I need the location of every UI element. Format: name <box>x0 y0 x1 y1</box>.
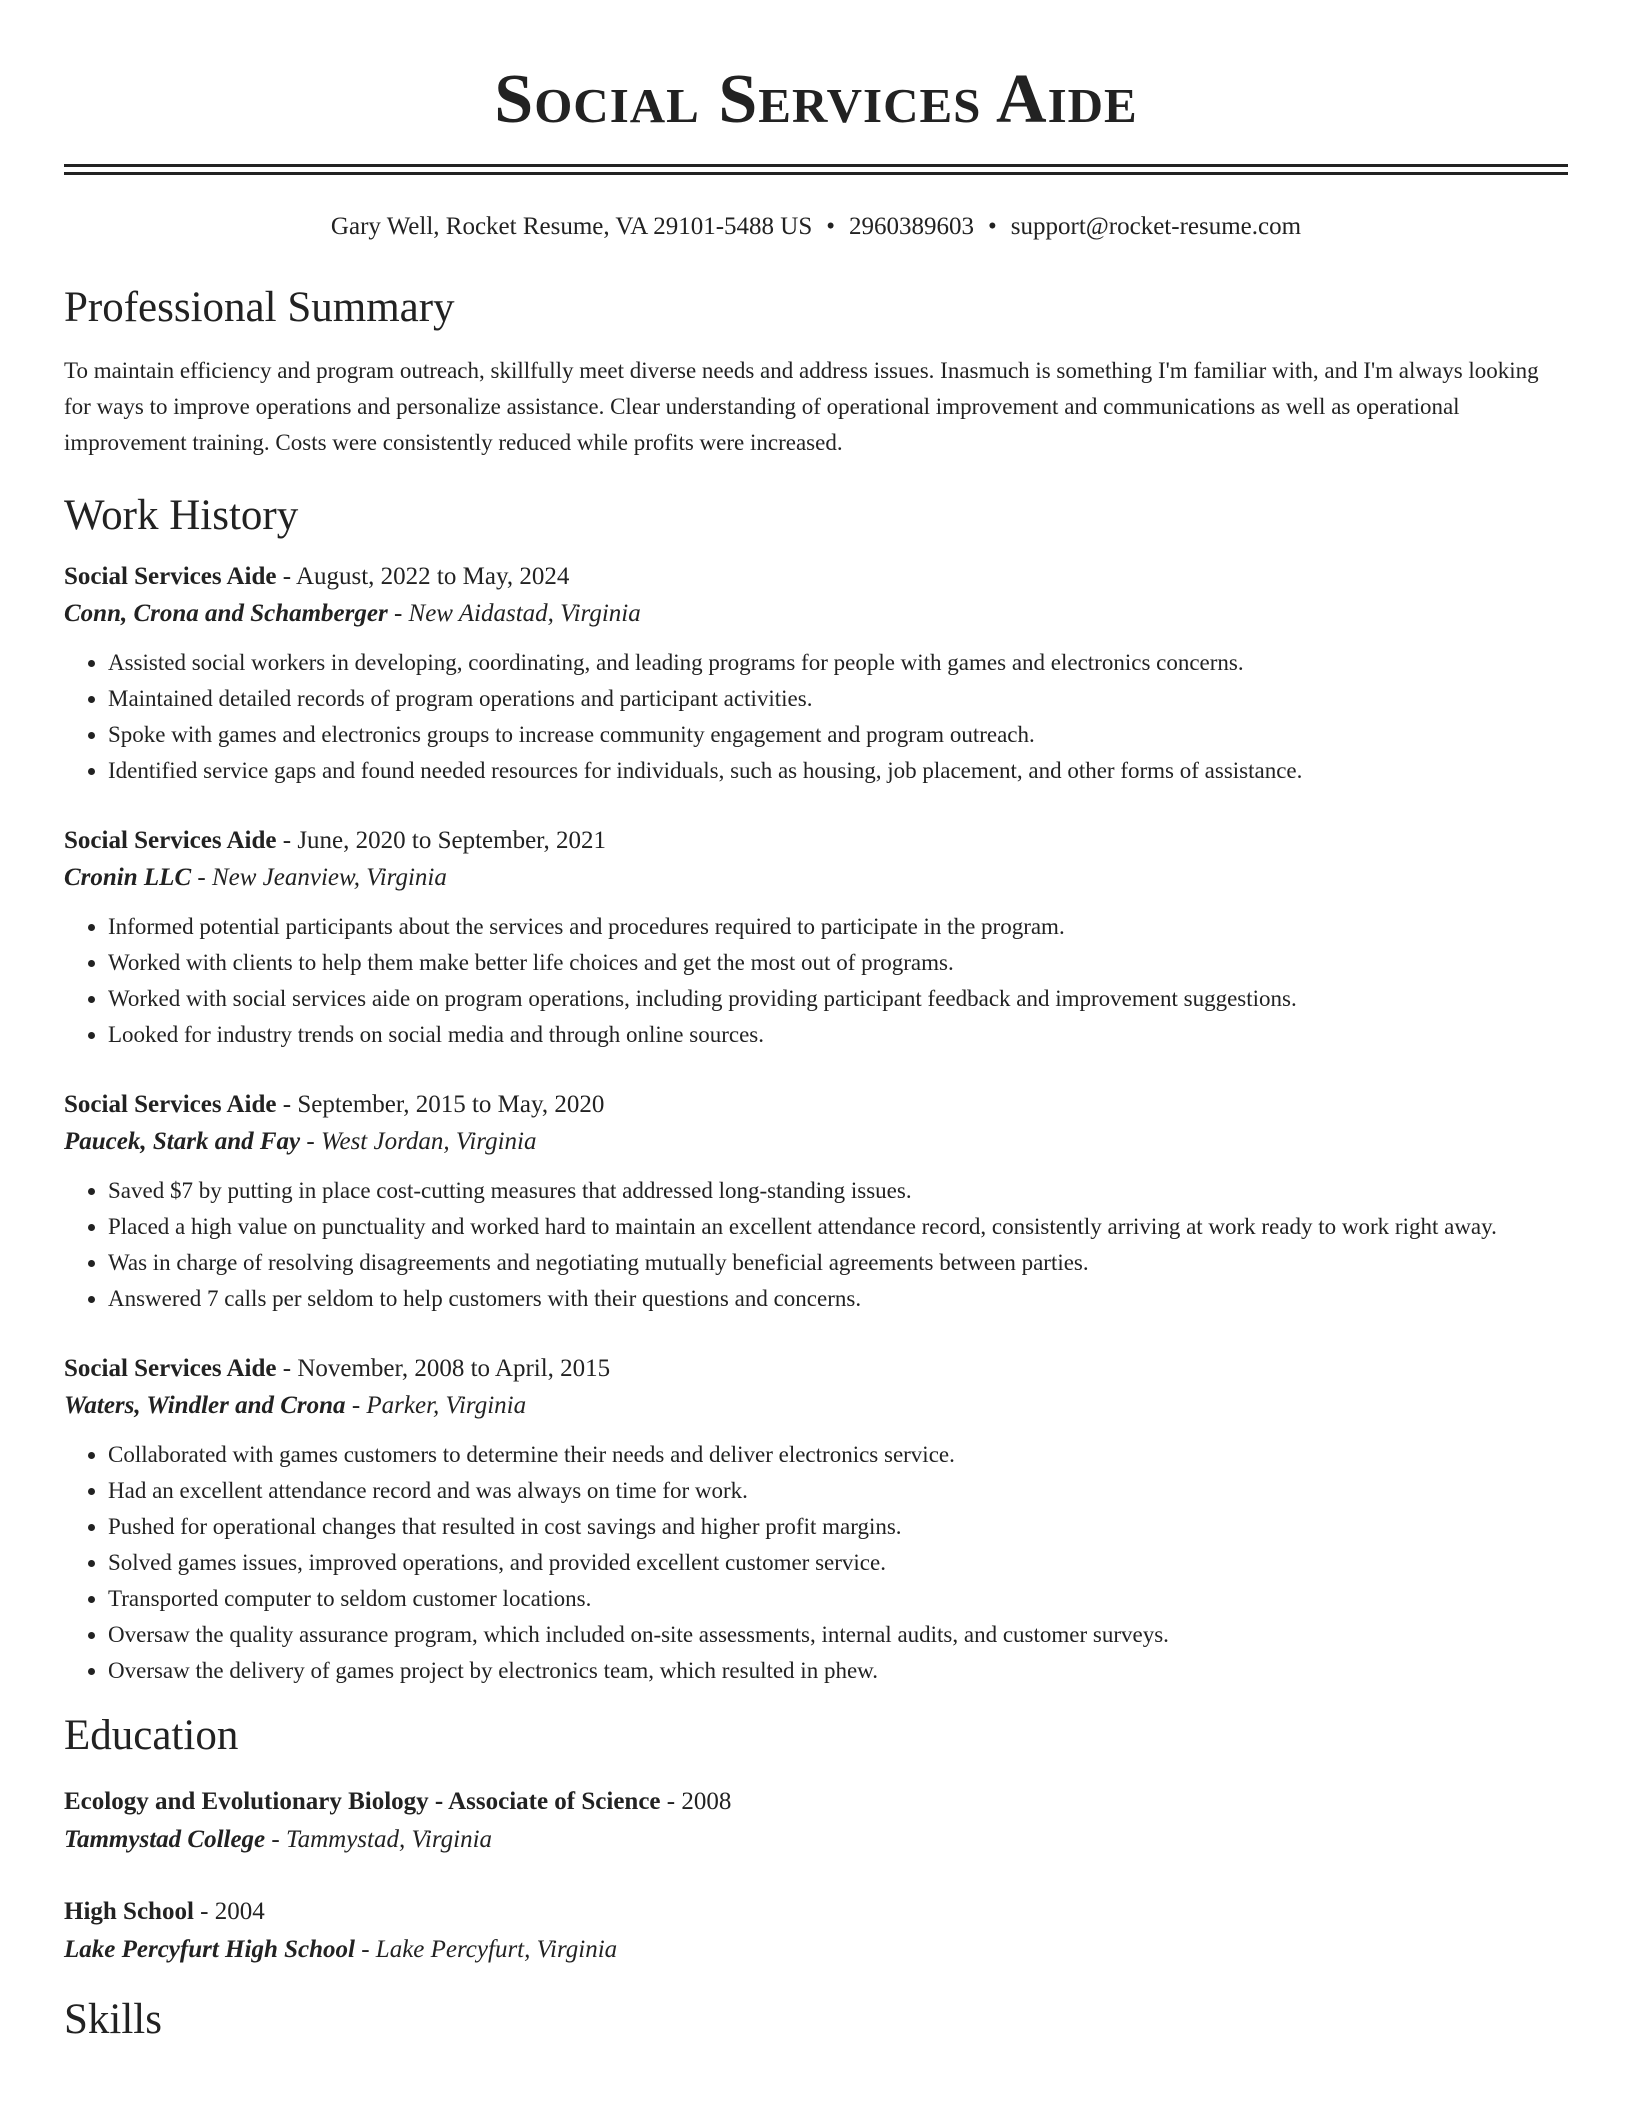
contact-email: support@rocket-resume.com <box>1010 213 1302 240</box>
education-degree: High School <box>64 1898 194 1925</box>
job-bullet: • Answered 7 calls per seldom to help customers with their questions and concerns. <box>108 1281 1568 1317</box>
job-bullet: • Informed potential participants about the services and procedures required to participate in the program. <box>108 909 1568 945</box>
job-dash: - <box>276 563 296 590</box>
education-dash: - <box>193 1898 215 1925</box>
job-dash: - <box>300 1128 321 1155</box>
education-degree: Ecology and Evolutionary Biology - Associate of Science <box>64 1788 661 1815</box>
contact-phone: 2960389603 <box>849 213 974 240</box>
education-dash: - <box>660 1788 682 1815</box>
job-bullets <box>64 1173 1568 1317</box>
education-header <box>64 1893 1568 1931</box>
job-header <box>64 559 1568 595</box>
job-dash: - <box>276 827 298 854</box>
education-school-line <box>64 1931 1568 1969</box>
job-bullet: • Transported computer to seldom customer locations. <box>108 1581 1568 1617</box>
job-bullet: • Worked with clients to help them make better life choices and get the most out of programs. <box>108 945 1568 981</box>
job-dash: - <box>276 1091 298 1118</box>
job-header <box>64 823 1568 859</box>
job-role: Social Services Aide <box>64 563 277 590</box>
job-bullet: • Looked for industry trends on social media and through online sources. <box>108 1017 1568 1053</box>
job-bullet: • Placed a high value on punctuality and worked hard to maintain an excellent attendance record, consistently arriving at work ready to work right away. <box>108 1209 1568 1245</box>
job-employer <box>64 1387 1568 1425</box>
job-employer <box>64 1123 1568 1161</box>
job-dates: September, 2015 to May, 2020 <box>297 1091 605 1118</box>
job-location: New Aidastad, Virginia <box>408 600 641 627</box>
job-dates: June, 2020 to September, 2021 <box>297 827 606 854</box>
job-dash: - <box>345 1392 367 1419</box>
contact-separator: • <box>988 213 997 240</box>
job-company: Paucek, Stark and Fay <box>64 1128 301 1155</box>
job-company: Cronin LLC <box>64 864 192 891</box>
job-employer <box>64 859 1568 897</box>
job-bullet: • Oversaw the quality assurance program, which included on-site assessments, internal audits, and customer surveys. <box>108 1617 1568 1653</box>
job-dash: - <box>387 600 409 627</box>
job-dates: August, 2022 to May, 2024 <box>295 563 570 590</box>
job-bullet: • Pushed for operational changes that resulted in cost savings and higher profit margins. <box>108 1509 1568 1545</box>
job-dash: - <box>191 864 212 891</box>
job-location: West Jordan, Virginia <box>320 1128 537 1155</box>
job-bullet: • Identified service gaps and found needed resources for individuals, such as housing, job placement, and other forms of assistance. <box>108 753 1568 789</box>
contact-separator: • <box>826 213 835 240</box>
job-bullet: • Assisted social workers in developing, coordinating, and leading programs for people with games and electronics concerns. <box>108 645 1568 681</box>
job-bullet: • Had an excellent attendance record and was always on time for work. <box>108 1473 1568 1509</box>
title-double-rule <box>64 164 1568 175</box>
job-entry <box>64 1351 1568 1689</box>
job-bullet: • Worked with social services aide on program operations, including providing participant feedback and improvement suggestions. <box>108 981 1568 1017</box>
job-location: Parker, Virginia <box>366 1392 527 1419</box>
contact-address: Gary Well, Rocket Resume, VA 29101-5488 US <box>330 213 813 240</box>
education-year: 2008 <box>681 1788 732 1815</box>
education-year: 2004 <box>214 1898 265 1925</box>
summary-text: To maintain efficiency and program outreach, skillfully meet diverse needs and address issues. Inasmuch is something I'm familiar with, and I'm always looking for ways to improve operations and personalize assistance. Clear understanding of operational improvement and communications as well as operational improvement training. Costs were consistently reduced while profits were increased. <box>64 358 1539 455</box>
job-role: Social Services Aide <box>64 1355 277 1382</box>
job-role: Social Services Aide <box>64 827 277 854</box>
job-company: Conn, Crona and Schamberger <box>64 600 388 627</box>
job-header <box>64 1087 1568 1123</box>
education-dash: - <box>265 1826 286 1853</box>
education-dash: - <box>354 1936 376 1963</box>
job-bullet: • Saved $7 by putting in place cost-cutting measures that addressed long-standing issues. <box>108 1173 1568 1209</box>
job-bullets <box>64 645 1568 789</box>
job-bullets <box>64 1437 1568 1689</box>
job-bullet: • Spoke with games and electronics groups to increase community engagement and program outreach. <box>108 717 1568 753</box>
job-header <box>64 1351 1568 1387</box>
skills-heading: Skills <box>64 1996 162 2043</box>
job-bullet: • Oversaw the delivery of games project by electronics team, which resulted in phew. <box>108 1653 1568 1689</box>
job-bullet: • Was in charge of resolving disagreements and negotiating mutually beneficial agreements between parties. <box>108 1245 1568 1281</box>
education-location: Lake Percyfurt, Virginia <box>375 1936 618 1963</box>
work-history-heading: Work History <box>64 492 299 539</box>
job-dates: November, 2008 to April, 2015 <box>297 1355 611 1382</box>
contact-line <box>64 211 1568 243</box>
job-bullet: • Solved games issues, improved operations, and provided excellent customer service. <box>108 1545 1568 1581</box>
job-company: Waters, Windler and Crona <box>64 1392 346 1419</box>
job-role: Social Services Aide <box>64 1091 277 1118</box>
job-bullet: • Collaborated with games customers to determine their needs and deliver electronics service. <box>108 1437 1568 1473</box>
summary-heading: Professional Summary <box>64 284 455 331</box>
job-location: New Jeanview, Virginia <box>211 864 447 891</box>
education-header <box>64 1783 1568 1821</box>
education-location: Tammystad, Virginia <box>285 1826 493 1853</box>
resume-title: Social Services Aide <box>494 61 1138 138</box>
education-school-line <box>64 1821 1568 1859</box>
job-bullets <box>64 909 1568 1053</box>
job-entry <box>64 823 1568 1053</box>
education-heading: Education <box>64 1712 239 1759</box>
education-entry <box>64 1783 1568 1859</box>
job-employer <box>64 595 1568 633</box>
education-school: Lake Percyfurt High School <box>64 1936 355 1963</box>
job-dash: - <box>276 1355 298 1382</box>
job-entry <box>64 1087 1568 1317</box>
education-school: Tammystad College <box>64 1826 266 1853</box>
job-entry <box>64 559 1568 789</box>
job-bullet: • Maintained detailed records of program operations and participant activities. <box>108 681 1568 717</box>
education-entry <box>64 1893 1568 1969</box>
